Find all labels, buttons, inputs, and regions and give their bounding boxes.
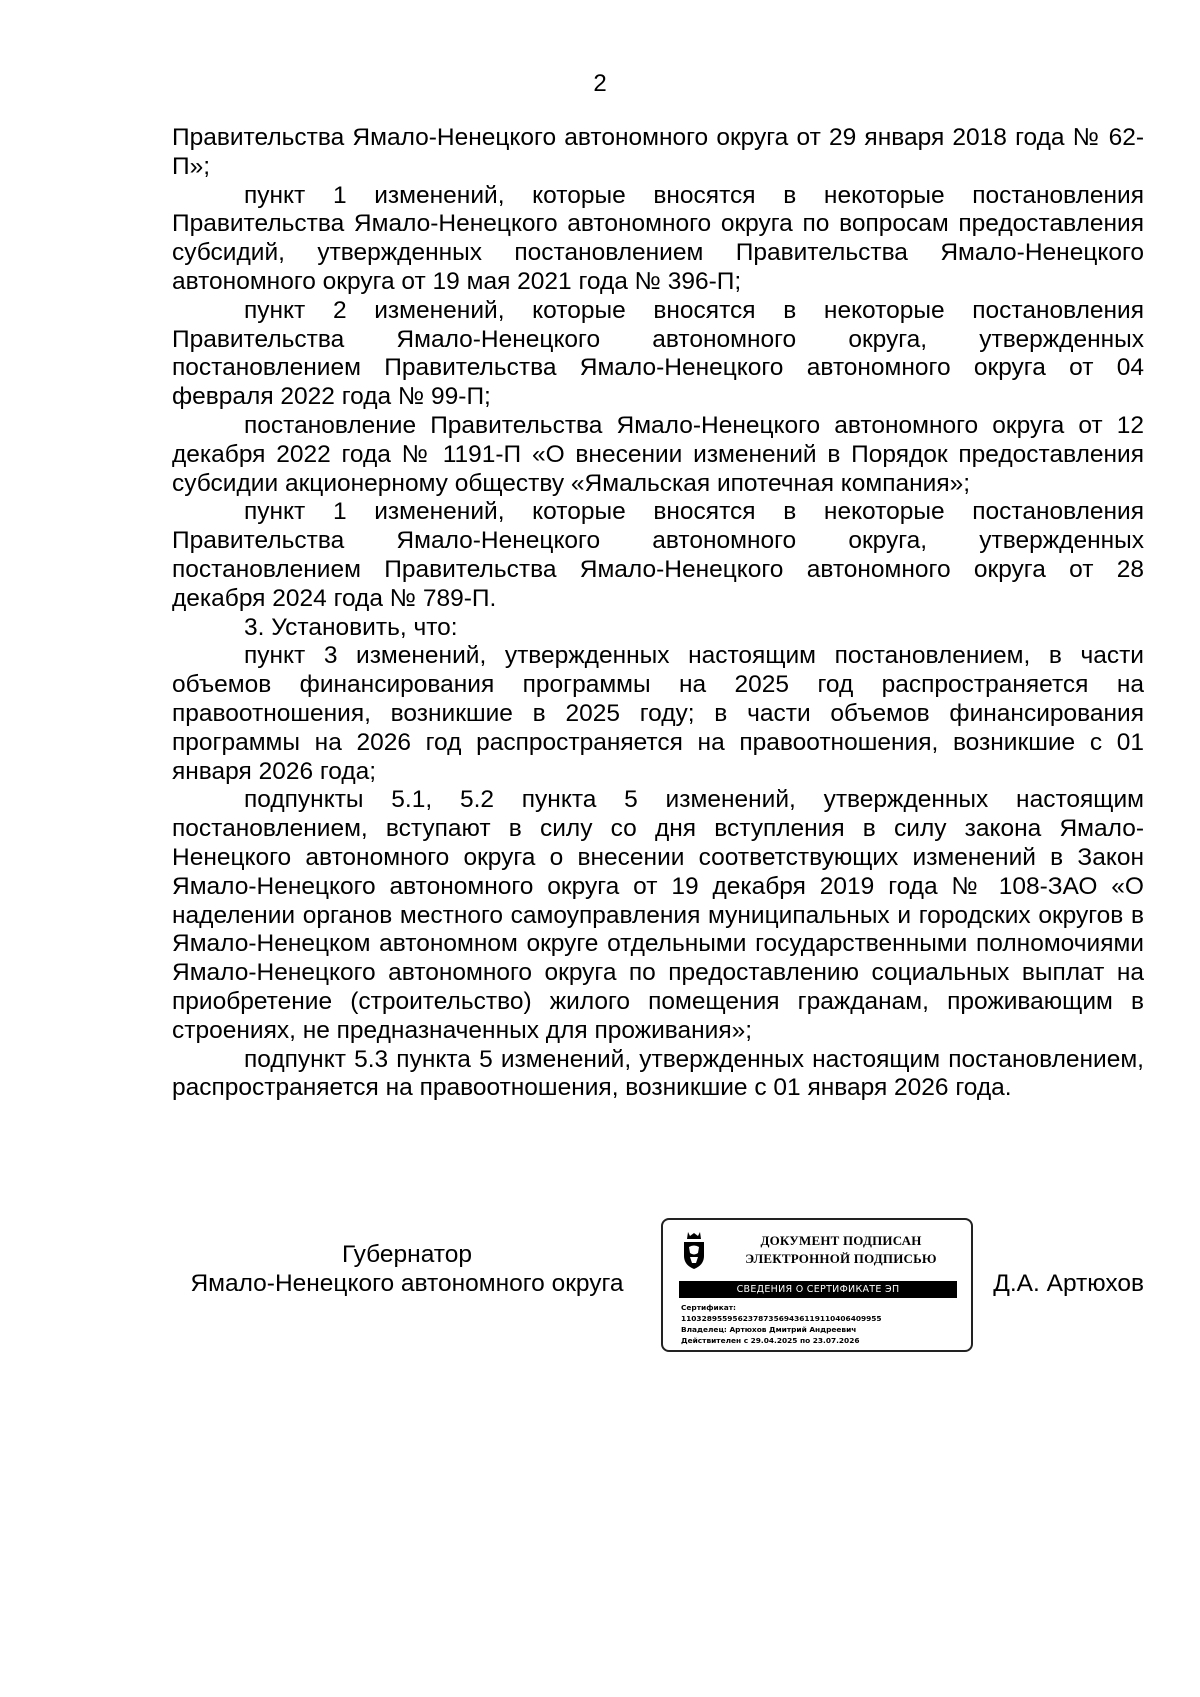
paragraph-item: пункт 2 изменений, которые вносятся в некоторые постановления Правительства Ямало-Ненецкого автономного округа, утвержденных постановлением Правительства Ямало-Ненецкого автономного округа от 04 февраля 2022 года № 99-П; [172, 296, 1144, 411]
paragraph-item: пункт 3 изменений, утвержденных настоящим постановлением, в части объемов финансирования программы на 2025 год распространяется на правоотношения, возникшие в 2025 году; в части объемов финансирования программы на 2026 год распространяется на правоотношения, возникшие с 01 января 2026 года; [172, 642, 1144, 785]
stamp-header-line-2: ЭЛЕКТРОННОЙ ПОДПИСЬЮ [745, 1251, 937, 1266]
signatory-name: Д.А. Артюхов [993, 1270, 1144, 1297]
paragraph-item: пункт 1 изменений, которые вносятся в некоторые постановления Правительства Ямало-Ненецкого автономного округа по вопросам предоставления субсидий, утвержденных постановлением Правительства Ямало-Ненецкого автономного округа от 19 мая 2021 года № 396-П; [172, 181, 1144, 295]
certificate-info-bar: СВЕДЕНИЯ О СЕРТИФИКАТЕ ЭП [679, 1281, 957, 1298]
position-line-2: Ямало-Ненецкого автономного округа [190, 1270, 624, 1297]
signatory-position [172, 1240, 642, 1298]
page-number: 2 [593, 70, 607, 97]
coat-of-arms-icon [681, 1230, 707, 1270]
paragraph-item: постановление Правительства Ямало-Ненецкого автономного округа от 12 декабря 2022 года № 1191-П «О внесении изменений в Порядок предоставления субсидии акционерному обществу «Ямальская ипотечная компания»; [172, 411, 1144, 497]
paragraph-clause-3: 3. Установить, что: [244, 613, 458, 641]
paragraph-continuation: Правительства Ямало-Ненецкого автономного округа от 29 января 2018 года № 62-П»; [172, 124, 1144, 180]
paragraph-item: подпункты 5.1, 5.2 пункта 5 изменений, утвержденных настоящим постановлением, вступают в силу со дня вступления в силу закона Ямало-Ненецкого автономного округа о внесении соответствующих изменений в Закон Ямало-Ненецкого автономного округа от 19 декабря 2019 года № 108-ЗАО «О наделении органов местного самоуправления муниципальных и городских округов в Ямало-Ненецком автономном округе отдельными государственными полномочиями Ямало-Ненецкого автономного округа по предоставлению социальных выплат на приобретение (строительство) жилого помещения гражданам, проживающим в строениях, не предназначенных для проживания»; [172, 786, 1144, 1044]
document-body [172, 124, 1144, 1103]
signature-block [0, 1218, 1200, 1358]
paragraph-item: пункт 1 изменений, которые вносятся в некоторые постановления Правительства Ямало-Ненецкого автономного округа, утвержденных постановлением Правительства Ямало-Ненецкого автономного округа от 28 декабря 2024 года № 789-П. [172, 498, 1144, 612]
certificate-label: Сертификат: [681, 1303, 736, 1312]
certificate-owner: Владелец: Артюхов Дмитрий Андреевич [681, 1325, 857, 1334]
electronic-signature-stamp [661, 1218, 973, 1352]
stamp-header-line-1: ДОКУМЕНТ ПОДПИСАН [760, 1233, 922, 1248]
position-line-1: Губернатор [342, 1241, 472, 1268]
certificate-validity: Действителен с 29.04.2025 по 23.07.2026 [681, 1336, 860, 1345]
paragraph-item: подпункт 5.3 пункта 5 изменений, утвержденных настоящим постановлением, распространяется на правоотношения, возникшие с 01 января 2026 года. [172, 1045, 1144, 1102]
certificate-details [681, 1302, 961, 1346]
certificate-number: 110328955956237873569436119110406409955 [681, 1314, 882, 1323]
stamp-header [721, 1232, 961, 1268]
